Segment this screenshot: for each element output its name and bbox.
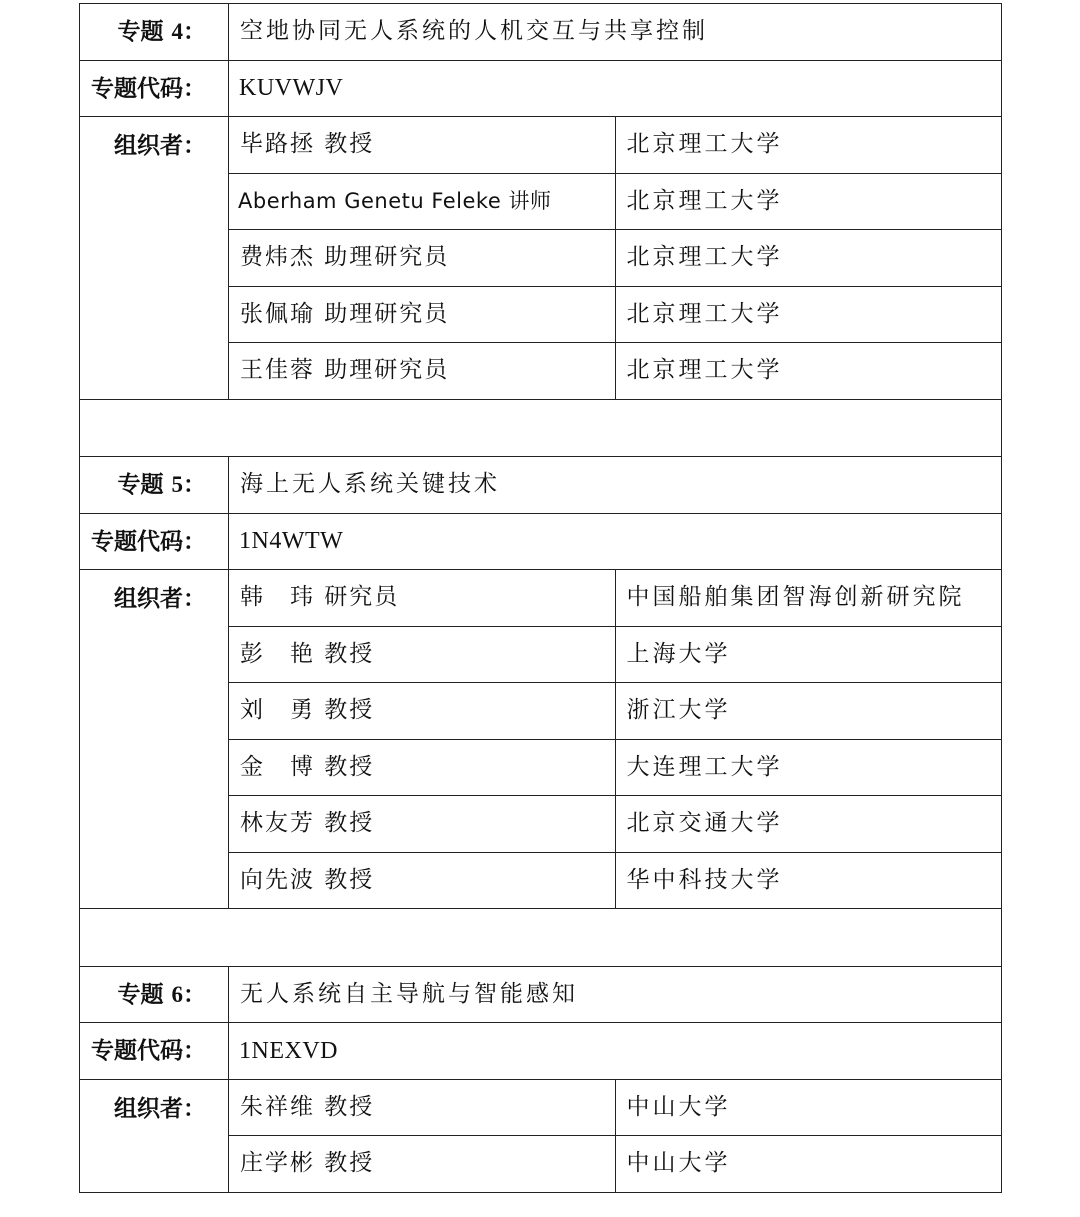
organizer-name: 彭 艳 教授 [229, 626, 616, 683]
organizer-name: 向先波 教授 [229, 852, 616, 909]
topic-6-organizers-label: 组织者： [80, 1079, 229, 1192]
organizer-institution: 华中科技大学 [615, 852, 1002, 909]
topic-4-code-label: 专题代码： [80, 60, 229, 117]
topic-5-organizers-label: 组织者： [80, 570, 229, 909]
organizer-name: 朱祥维 教授 [229, 1079, 616, 1136]
topic-6-code-label: 专题代码： [80, 1023, 229, 1080]
topic-5-label: 专题 5： [80, 457, 229, 514]
table-row [80, 1079, 1002, 1136]
topic-5-title: 海上无人系统关键技术 [229, 457, 1002, 514]
organizer-name: 庄学彬 教授 [229, 1136, 616, 1193]
topic-6-code-row [80, 1023, 1002, 1080]
organizer-name: Aberham Genetu Feleke 讲师 [229, 173, 616, 230]
topic-4-title-row [80, 4, 1002, 61]
topic-5-title-row [80, 457, 1002, 514]
topic-6-title-row [80, 966, 1002, 1023]
topic-6-code: 1NEXVD [229, 1023, 1002, 1080]
organizer-name: 韩 玮 研究员 [229, 570, 616, 627]
organizer-institution: 北京理工大学 [615, 117, 1002, 174]
topics-table [79, 3, 1002, 1193]
organizer-name: 张佩瑜 助理研究员 [229, 286, 616, 343]
organizer-institution: 北京理工大学 [615, 286, 1002, 343]
organizer-institution: 北京理工大学 [615, 173, 1002, 230]
topic-4-label: 专题 4： [80, 4, 229, 61]
topic-4-code-row [80, 60, 1002, 117]
organizer-institution: 北京交通大学 [615, 796, 1002, 853]
topic-4-organizers-label: 组织者： [80, 117, 229, 400]
topic-5-code-row [80, 513, 1002, 570]
organizer-name: 王佳蓉 助理研究员 [229, 343, 616, 400]
organizer-name: 毕路拯 教授 [229, 117, 616, 174]
organizer-institution: 上海大学 [615, 626, 1002, 683]
organizer-institution: 中山大学 [615, 1079, 1002, 1136]
topic-4-title: 空地协同无人系统的人机交互与共享控制 [229, 4, 1002, 61]
spacer-cell [80, 909, 1002, 967]
organizer-name: 刘 勇 教授 [229, 683, 616, 740]
topics-table-wrapper [79, 3, 1002, 1193]
table-row [80, 117, 1002, 174]
organizer-institution: 大连理工大学 [615, 739, 1002, 796]
spacer-row [80, 399, 1002, 457]
organizer-institution: 中国船舶集团智海创新研究院 [615, 570, 1002, 627]
topic-4-code: KUVWJV [229, 60, 1002, 117]
table-row [80, 570, 1002, 627]
organizer-name: 费炜杰 助理研究员 [229, 230, 616, 287]
topic-6-label: 专题 6： [80, 966, 229, 1023]
organizer-institution: 中山大学 [615, 1136, 1002, 1193]
organizer-institution: 浙江大学 [615, 683, 1002, 740]
organizer-name: 林友芳 教授 [229, 796, 616, 853]
spacer-cell [80, 399, 1002, 457]
organizer-institution: 北京理工大学 [615, 343, 1002, 400]
topic-5-code-label: 专题代码： [80, 513, 229, 570]
topic-6-title: 无人系统自主导航与智能感知 [229, 966, 1002, 1023]
spacer-row [80, 909, 1002, 967]
organizer-name: 金 博 教授 [229, 739, 616, 796]
topic-5-code: 1N4WTW [229, 513, 1002, 570]
organizer-institution: 北京理工大学 [615, 230, 1002, 287]
